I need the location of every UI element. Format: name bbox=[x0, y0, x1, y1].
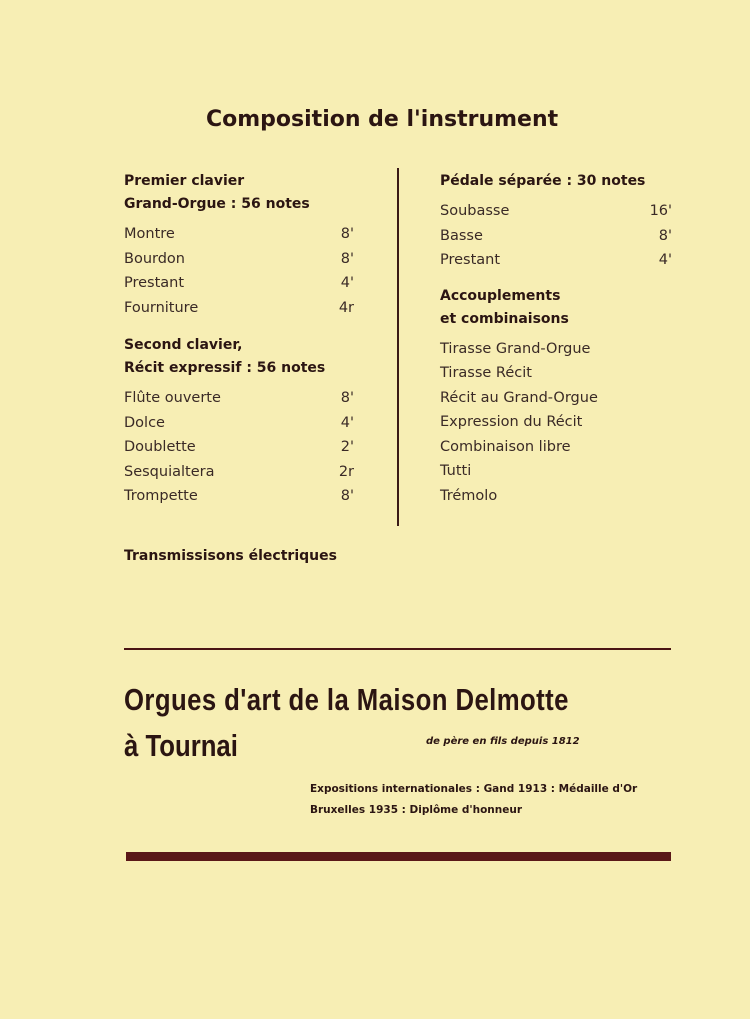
stop-row bbox=[124, 247, 354, 272]
stop-value: 8' bbox=[340, 488, 354, 504]
stop-name: Trompette bbox=[124, 488, 198, 504]
list-item: Récit au Grand-Orgue bbox=[440, 389, 598, 406]
stop-row bbox=[440, 248, 672, 273]
list-item: Tirasse Récit bbox=[440, 365, 532, 381]
stop-value: 16' bbox=[649, 203, 672, 219]
second-clavier-section bbox=[124, 334, 354, 509]
stop-row bbox=[440, 199, 672, 224]
accouplements-heading: Accouplements bbox=[440, 287, 561, 304]
stop-row bbox=[124, 411, 354, 436]
stop-name: Bourdon bbox=[124, 250, 185, 267]
stop-value: 4' bbox=[658, 252, 672, 268]
stop-value: 4' bbox=[340, 414, 354, 431]
pedale-heading: Pédale séparée : 30 notes bbox=[440, 173, 646, 189]
stop-value: 2r bbox=[338, 463, 354, 480]
stop-name: Montre bbox=[124, 226, 175, 242]
stop-value: 4r bbox=[338, 299, 354, 316]
maker-since: de père en fils depuis 1812 bbox=[426, 736, 580, 747]
stop-name: Prestant bbox=[124, 275, 185, 291]
list-item: Tirasse Grand-Orgue bbox=[440, 340, 591, 357]
exposition-awards bbox=[310, 779, 637, 821]
stop-name: Basse bbox=[440, 227, 483, 244]
stop-name: Dolce bbox=[124, 414, 165, 431]
list-item: Combinaison libre bbox=[440, 438, 571, 455]
stop-row bbox=[440, 224, 672, 249]
left-column bbox=[124, 170, 354, 509]
list-item: Tutti bbox=[440, 463, 472, 479]
stop-row bbox=[124, 435, 354, 460]
page-title: Composition de l'instrument bbox=[206, 107, 559, 132]
stop-row bbox=[124, 460, 354, 485]
stop-row bbox=[124, 296, 354, 321]
stop-value: 4' bbox=[340, 275, 354, 291]
second-clavier-heading: Second clavier, bbox=[124, 337, 243, 353]
stop-name: Soubasse bbox=[440, 203, 510, 219]
stop-value: 8' bbox=[340, 226, 354, 242]
footer-rule bbox=[126, 852, 671, 861]
list-item: Expression du Récit bbox=[440, 414, 583, 430]
stop-name: Fourniture bbox=[124, 299, 199, 316]
maker-city: à Tournai bbox=[124, 728, 238, 763]
stop-value: 2' bbox=[340, 439, 354, 455]
divider-rule bbox=[124, 648, 671, 650]
maker-name: Orgues d'art de la Maison Delmotte bbox=[124, 682, 569, 717]
stop-row bbox=[124, 386, 354, 411]
stop-value: 8' bbox=[340, 390, 354, 406]
premier-clavier-section bbox=[124, 170, 354, 320]
stop-name: Prestant bbox=[440, 252, 501, 268]
stop-row bbox=[124, 484, 354, 509]
recit-expressif-heading: Récit expressif : 56 notes bbox=[124, 360, 326, 376]
column-divider bbox=[397, 168, 399, 526]
premier-clavier-heading: Premier clavier bbox=[124, 173, 245, 189]
list-item: Trémolo bbox=[440, 487, 498, 504]
stop-value: 8' bbox=[340, 250, 354, 267]
right-column bbox=[440, 170, 672, 508]
exposition-line: Expositions internationales : Gand 1913 : Médaille d'Or bbox=[310, 783, 638, 795]
stop-name: Sesquialtera bbox=[124, 463, 215, 480]
combinaisons-heading: et combinaisons bbox=[440, 310, 569, 327]
stop-row bbox=[124, 271, 354, 296]
transmissions-note: Transmissisons électriques bbox=[124, 548, 337, 564]
stop-value: 8' bbox=[658, 227, 672, 244]
exposition-line: Bruxelles 1935 : Diplôme d'honneur bbox=[310, 804, 523, 816]
stop-name: Flûte ouverte bbox=[124, 390, 221, 406]
accouplements-section bbox=[440, 285, 672, 509]
pedale-section bbox=[440, 170, 672, 273]
grand-orgue-heading: Grand-Orgue : 56 notes bbox=[124, 196, 310, 212]
stop-name: Doublette bbox=[124, 439, 196, 455]
stop-row bbox=[124, 222, 354, 247]
